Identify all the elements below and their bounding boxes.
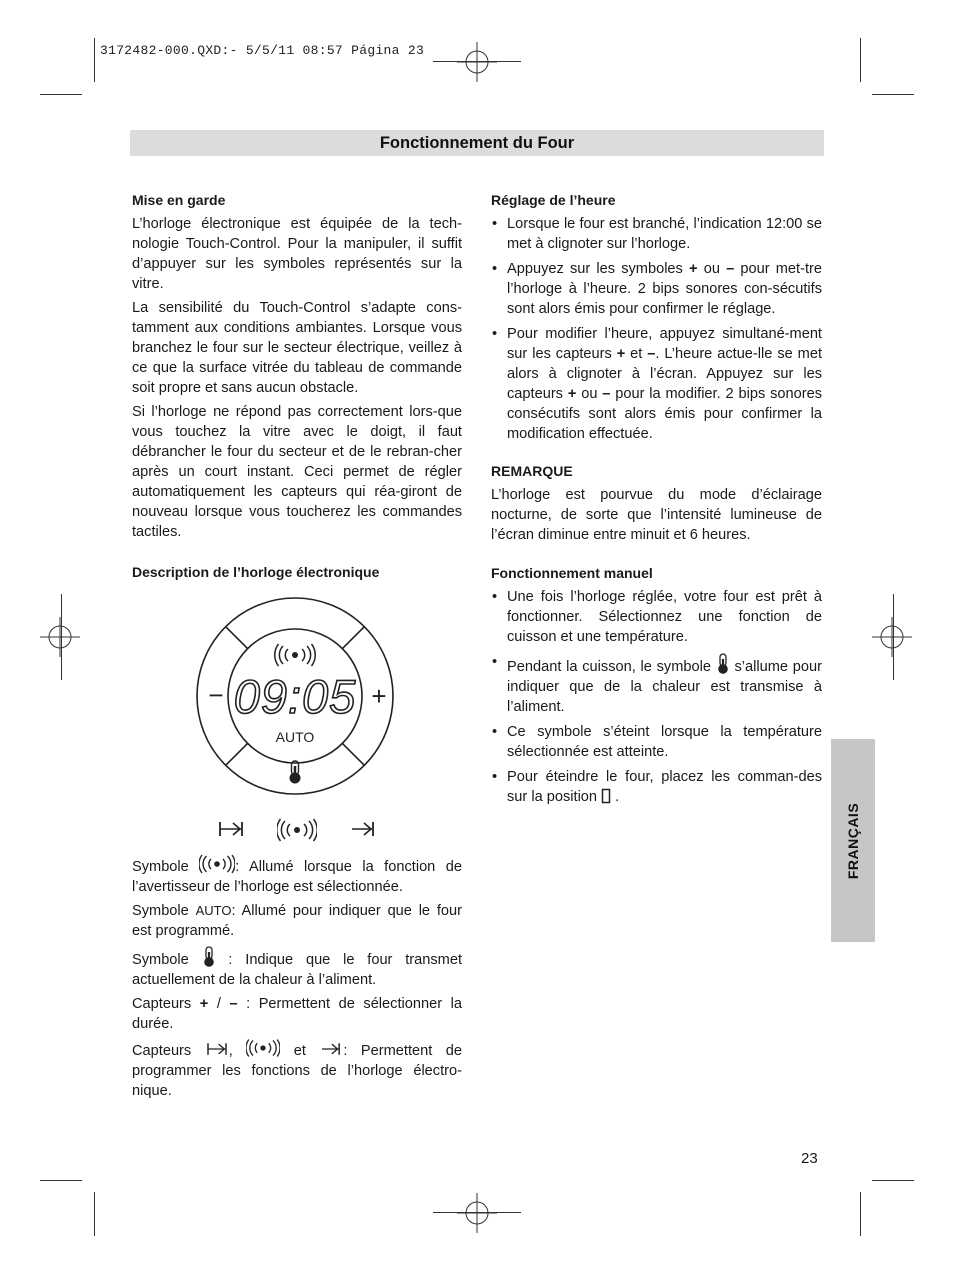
clock-display-time: 09:05 xyxy=(233,670,357,723)
language-tab xyxy=(831,739,875,942)
crop-mark xyxy=(61,594,62,680)
crop-mark xyxy=(94,1192,95,1236)
alarm-bell-icon xyxy=(246,1038,280,1058)
plus-sensor-label: + xyxy=(371,681,387,711)
clock-diagram xyxy=(195,596,395,796)
auto-label: AUTO xyxy=(195,903,232,918)
auto-indicator: AUTO xyxy=(275,729,315,745)
end-time-icon xyxy=(319,1040,343,1058)
print-slug: 3172482-000.QXD:- 5/5/11 08:57 Página 23 xyxy=(100,43,425,58)
alarm-bell-icon xyxy=(199,854,235,874)
crop-mark xyxy=(872,94,914,95)
manuel-list xyxy=(491,587,822,807)
heading-description-horloge: Description de l’horloge électronique xyxy=(132,564,380,580)
symbol-thermometer-description: Symbole : Indique que le four transmet actuellement de la chaleur à l’aliment. xyxy=(132,945,462,990)
crop-mark xyxy=(860,38,861,82)
crop-mark xyxy=(94,38,95,82)
crop-mark xyxy=(860,1192,861,1236)
registration-mark-icon xyxy=(872,617,912,657)
registration-mark-icon xyxy=(457,1193,497,1233)
registration-mark-icon xyxy=(457,42,497,82)
minus-sensor-label: − xyxy=(208,680,224,710)
sensors-plus-minus-description: Capteurs + / – : Permettent de sélectionner la durée. xyxy=(132,996,462,1032)
sensors-program-description: Capteurs , et : Permettent de programmer les fonctions de l’horloge électro-nique. xyxy=(132,1038,462,1101)
alarm-bell-icon xyxy=(277,818,317,842)
list-item: • Lorsque le four est branché, l’indication 12:00 se met à clignoter sur l’horloge. xyxy=(491,214,822,254)
end-time-icon xyxy=(350,818,376,840)
crop-mark xyxy=(40,94,82,95)
page-number: 23 xyxy=(801,1150,818,1167)
paragraph: L’horloge est pourvue du mode d’éclairage nocturne, de sorte que l’intensité lumineuse de l’écran diminue entre minuit et 6 heures. xyxy=(491,487,822,543)
paragraph: La sensibilité du Touch-Control s’adapte cons-tamment aux conditions ambiantes. Lorsque vous branchez le four sur le secteur électrique, veillez à ce que la surface vitrée du tableau de commande soit propre et sans aucun obstacle. xyxy=(132,300,462,396)
alarm-bell-icon xyxy=(275,644,316,666)
tab-end-icon xyxy=(205,1040,229,1058)
registration-mark-icon xyxy=(40,617,80,657)
right-column xyxy=(491,190,822,812)
heading-mise-en-garde: Mise en garde xyxy=(132,192,226,208)
left-column xyxy=(132,190,462,586)
symbol-alarm-description: Symbole : Allumé lorsque la fonction de l’avertisseur de l’horloge est sélectionnée. xyxy=(132,854,462,897)
crop-mark xyxy=(433,1212,521,1213)
symbol-descriptions xyxy=(132,854,462,1105)
language-label: FRANÇAIS xyxy=(845,802,861,879)
list-item: • Appuyez sur les symboles + ou – pour met-tre l’horloge à l’heure. 2 bips sonores con-sécutifs sont alors émis pour confirmer le réglage. xyxy=(491,259,822,319)
list-item: • Une fois l’horloge réglée, votre four est prêt à fonctionner. Sélectionnez une fonction de cuisson et une température. xyxy=(491,587,822,647)
heading-fonctionnement-manuel: Fonctionnement manuel xyxy=(491,565,653,581)
thermometer-icon xyxy=(290,761,301,784)
list-item: • Pour éteindre le four, placez les comman-des sur la position . xyxy=(491,767,822,807)
crop-mark xyxy=(893,594,894,680)
paragraph: L’horloge électronique est équipée de la tech-nologie Touch-Control. Pour la manipuler, il suffit d’appuyer sur les symboles représentés sur la vitre. xyxy=(132,216,462,292)
heading-reglage-heure: Réglage de l’heure xyxy=(491,192,616,208)
list-item: • Pendant la cuisson, le symbole s’allume pour indiquer que de la chaleur est transmise à l’aliment. xyxy=(491,652,822,717)
thermometer-icon xyxy=(716,652,730,674)
paragraph: Si l’horloge ne répond pas correctement lors-que vous touchez la vitre avec le doigt, il faut débrancher le four du secteur et de le rebran-cher après un court instant. Ceci permet de régler automatiquement les capteurs qui réa-giront de nouveau lorsque vous toucherez les commandes tactiles. xyxy=(132,404,462,540)
reglage-list xyxy=(491,214,822,444)
crop-mark xyxy=(433,61,521,62)
off-position-icon xyxy=(601,788,611,804)
list-item: • Pour modifier l’heure, appuyez simultané-ment sur les capteurs + et –. L’heure actue-lle se met alors à clignoter à l’écran. Appuyez sur les capteurs + ou – pour la modifier. 2 bips sonores consécutifs sont alors émis pour confirmer la modification effectuée. xyxy=(491,324,822,444)
symbol-auto-description: Symbole AUTO: Allumé pour indiquer que le four est programmé. xyxy=(132,903,462,939)
section-title-bar xyxy=(130,130,824,156)
tab-end-icon xyxy=(218,818,244,840)
list-item: • Ce symbole s’éteint lorsque la température sélectionnée est atteinte. xyxy=(491,722,822,762)
thermometer-icon xyxy=(202,945,216,967)
heading-remarque: REMARQUE xyxy=(491,463,573,479)
section-title: Fonctionnement du Four xyxy=(379,133,575,152)
crop-mark xyxy=(872,1180,914,1181)
crop-mark xyxy=(40,1180,82,1181)
